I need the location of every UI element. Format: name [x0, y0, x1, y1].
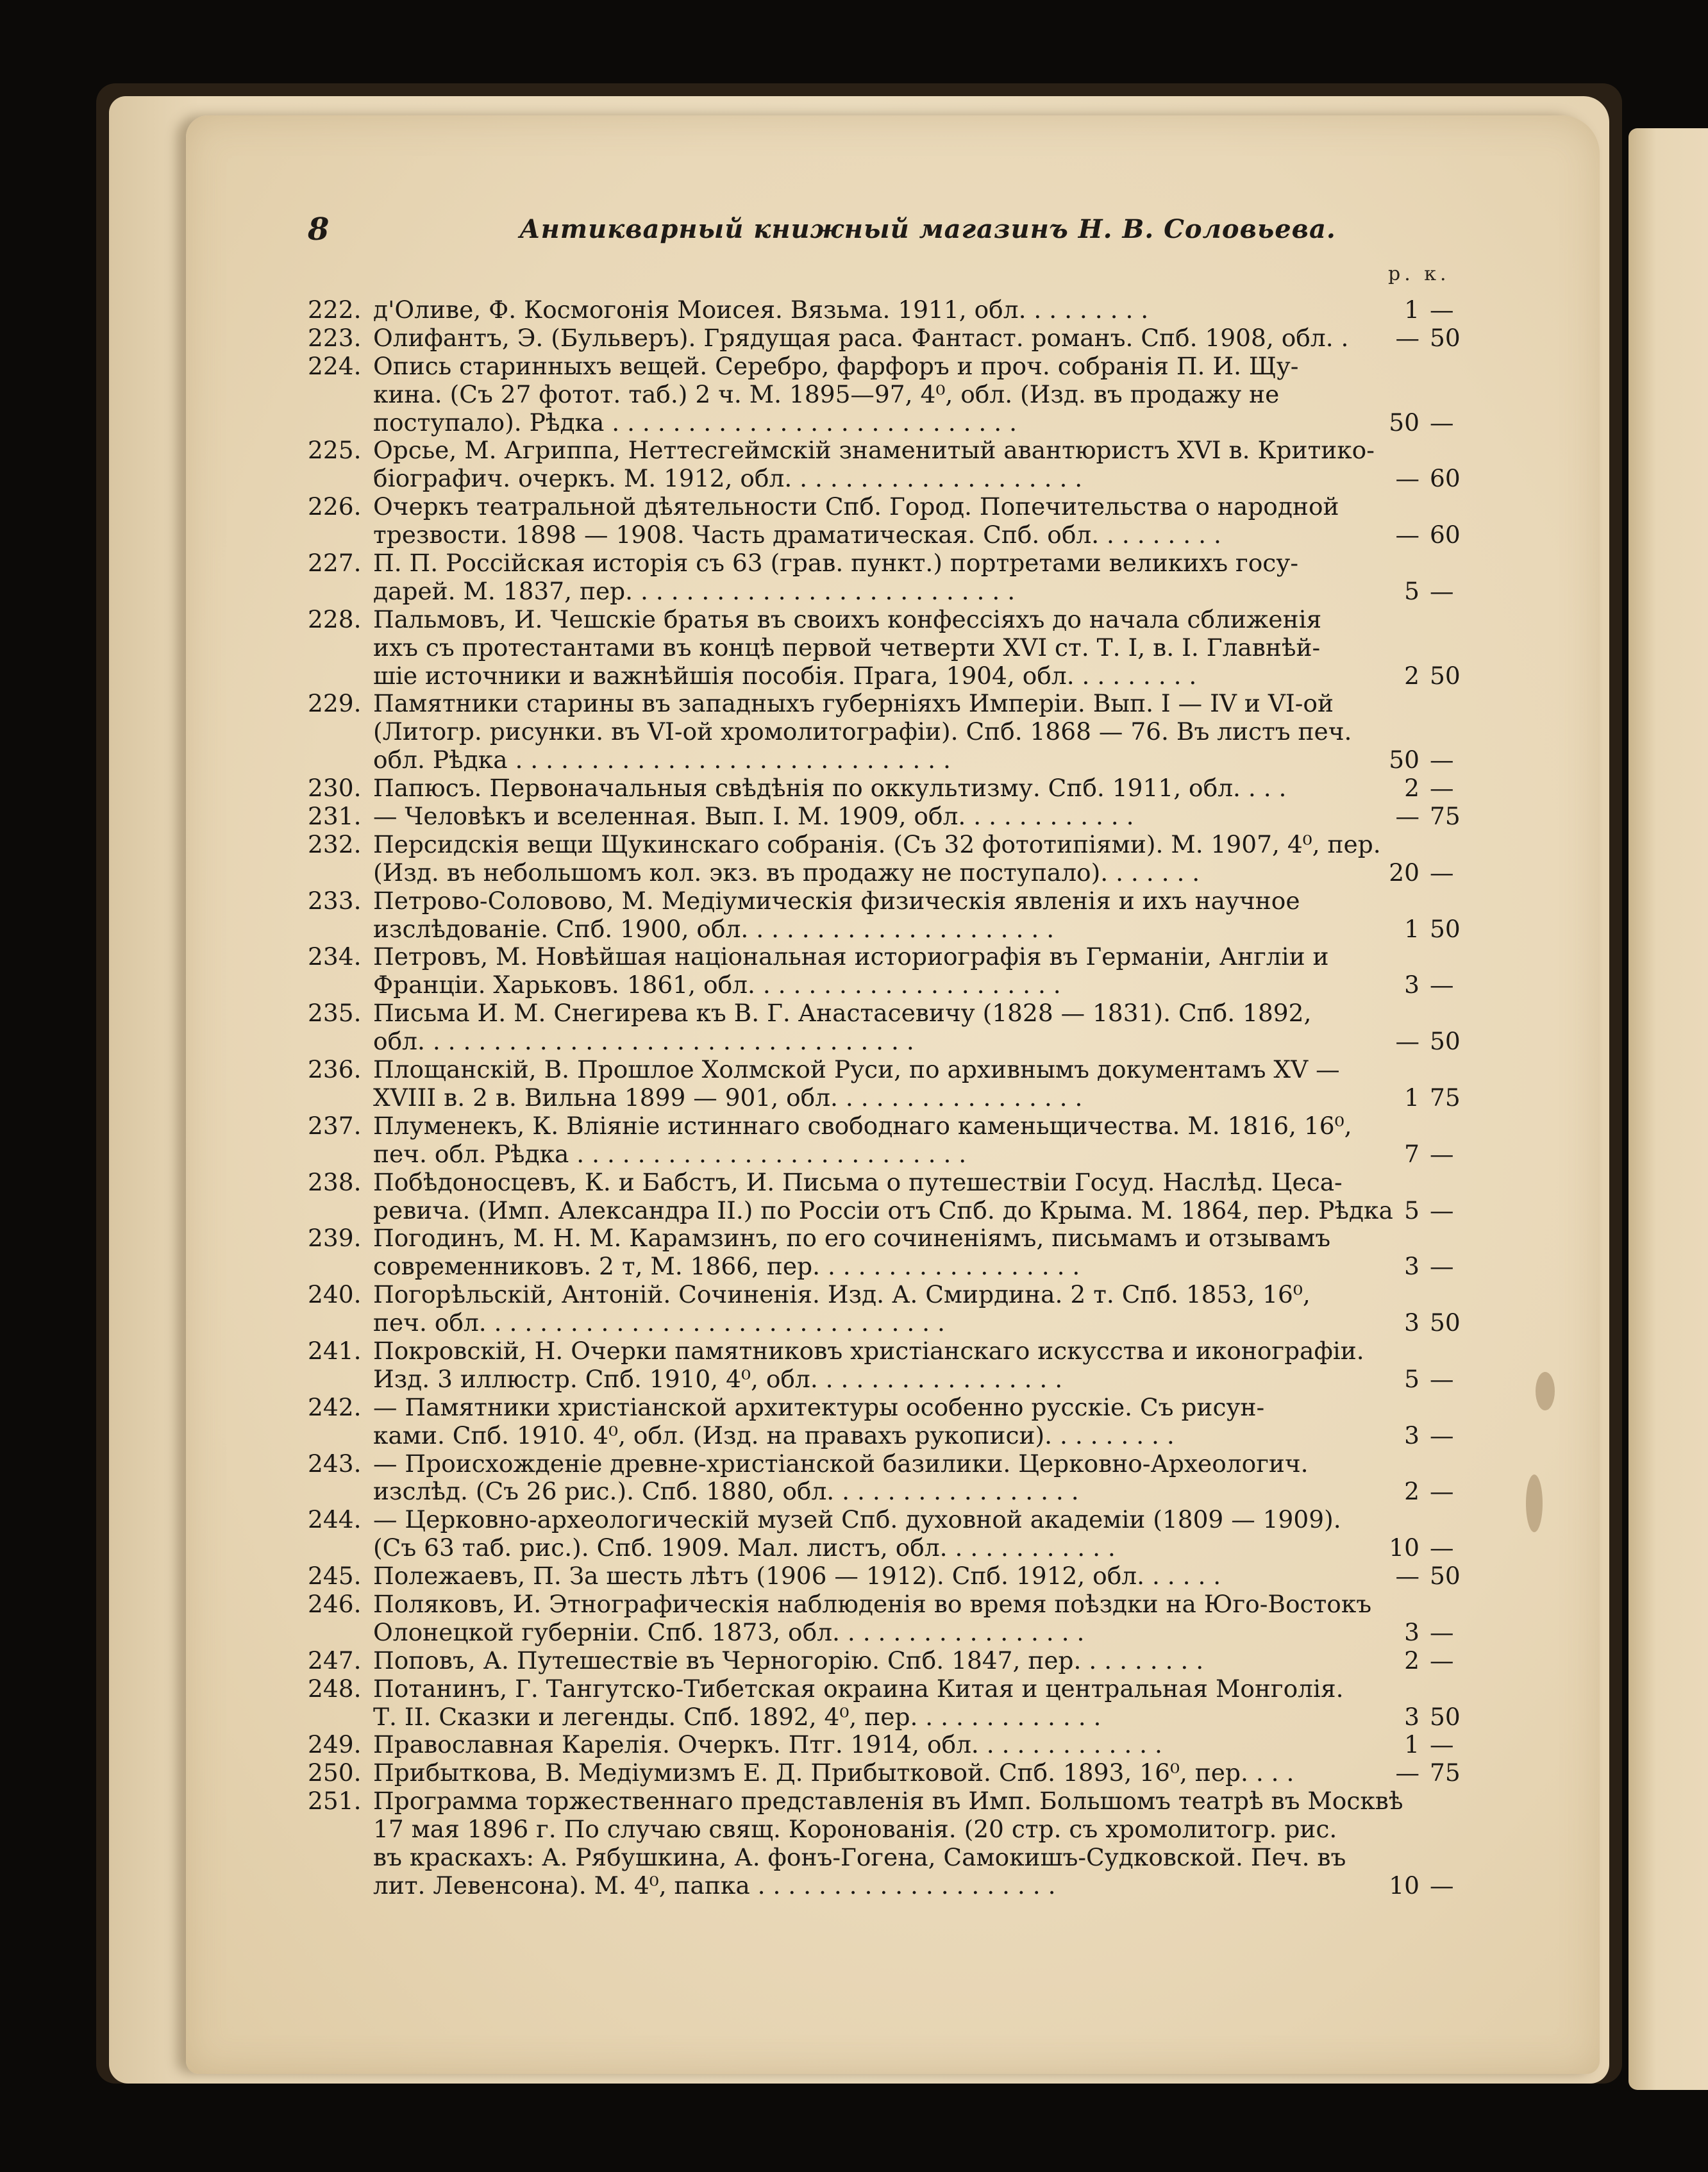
catalog-line	[308, 1309, 1487, 1337]
price-rubles: 1	[1404, 1730, 1419, 1759]
entry-text: (Съ 63 таб. рис.). Спб. 1909. Мал. листъ, обл. . . . . . . . . . . .	[373, 1534, 1116, 1562]
entry-text: обл. Рѣдка . . . . . . . . . . . . . . . . . . . . . . . . . . . . .	[373, 746, 951, 774]
catalog-line	[308, 353, 1487, 381]
catalog-line	[308, 718, 1487, 746]
catalog-line	[308, 774, 1487, 803]
price-rubles: 2	[1404, 1646, 1419, 1675]
catalog-line	[308, 606, 1487, 634]
catalog-line	[308, 803, 1487, 831]
entry-text: кина. (Съ 27 фотот. таб.) 2 ч. М. 1895—97, 4⁰, обл. (Изд. въ продажу не	[373, 380, 1280, 408]
catalog-line	[308, 521, 1487, 549]
catalog-line	[308, 746, 1487, 774]
entry-number: 238.	[308, 1167, 362, 1196]
price-rubles: 10	[1389, 1871, 1419, 1900]
catalog-line	[308, 634, 1487, 662]
price-rubles: 50	[1389, 408, 1419, 437]
entry-text: Покровскій, Н. Очерки памятниковъ христіанскаго искусства и иконографіи.	[373, 1337, 1364, 1365]
price-rubles: —	[1395, 802, 1419, 831]
page-number: 8	[308, 212, 330, 247]
entry-text: Орсье, М. Агриппа, Неттесгеймскій знаменитый авантюристъ XVI в. Критико-	[373, 437, 1375, 465]
entry-text: — Человѣкъ и вселенная. Вып. I. М. 1909, обл. . . . . . . . . . . .	[373, 803, 1134, 831]
catalog-line	[308, 1506, 1487, 1534]
catalog-line	[308, 999, 1487, 1028]
entry-text: изслѣд. (Съ 26 рис.). Спб. 1880, обл. . . . . . . . . . . . . . . . .	[373, 1478, 1079, 1506]
price-rubles: 2	[1404, 774, 1419, 803]
catalog-line	[308, 943, 1487, 971]
entry-text: лит. Левенсона). М. 4⁰, папка . . . . . . . . . . . . . . . . . . . .	[373, 1871, 1056, 1900]
entry-text: Олифантъ, Э. (Бульверъ). Грядущая раса. Фантаст. романъ. Спб. 1908, обл. .	[373, 324, 1349, 352]
price-rubles: 1	[1404, 1083, 1419, 1112]
entry-number: 239.	[308, 1224, 362, 1253]
price-kopecks: 50	[1430, 914, 1461, 943]
entry-text: Программа торжественнаго представленія въ Имп. Большомъ театрѣ въ Москвѣ	[373, 1787, 1403, 1816]
catalog-line	[308, 1422, 1487, 1450]
entry-number: 248.	[308, 1674, 362, 1703]
catalog-line	[308, 1112, 1487, 1140]
entry-text: Потанинъ, Г. Тангутско-Тибетская окраина Китая и центральная Монголія.	[373, 1675, 1344, 1703]
entry-text: Петровъ, М. Новѣйшая національная историографія въ Германіи, Англіи и	[373, 943, 1329, 971]
price-rubles: 3	[1404, 1308, 1419, 1337]
catalog-line	[308, 1394, 1487, 1422]
catalog-line	[308, 324, 1487, 353]
price-kopecks: —	[1430, 576, 1454, 605]
price-kopecks: —	[1430, 746, 1454, 774]
price-rubles: 7	[1404, 1139, 1419, 1168]
price-rubles: 3	[1404, 971, 1419, 999]
price-rubles: 3	[1404, 1252, 1419, 1281]
price-rubles: —	[1395, 521, 1419, 549]
entry-number: 231.	[308, 802, 362, 831]
entry-text: (Изд. въ небольшомъ кол. экз. въ продажу не поступало). . . . . . .	[373, 858, 1200, 887]
price-kopecks: —	[1430, 1139, 1454, 1168]
entry-text: Площанскій, В. Прошлое Холмской Руси, по архивнымъ документамъ XV —	[373, 1056, 1340, 1084]
entry-text: — Церковно-археологическій музей Спб. духовной академіи (1809 — 1909).	[373, 1506, 1341, 1534]
entry-text: — Памятники христіанской архитектуры особенно русскіе. Съ рисун-	[373, 1393, 1265, 1421]
price-rubles: —	[1395, 1758, 1419, 1787]
entry-text: Изд. 3 иллюстр. Спб. 1910, 4⁰, обл. . . . . . . . . . . . . . . . .	[373, 1365, 1063, 1393]
entry-text: шіе источники и важнѣйшія пособія. Прага, 1904, обл. . . . . . . . .	[373, 662, 1197, 690]
catalog-line	[308, 1872, 1487, 1900]
entry-text: печ. обл. . . . . . . . . . . . . . . . . . . . . . . . . . . . . . .	[373, 1309, 945, 1337]
price-rubles: 5	[1404, 1196, 1419, 1224]
catalog-line	[308, 1084, 1487, 1112]
catalog-line	[308, 1028, 1487, 1056]
entry-text: 17 мая 1896 г. По случаю свящ. Коронованія. (20 стр. съ хромолитогр. рис.	[373, 1816, 1337, 1844]
running-title: Антикварный книжный магазинъ Н. В. Соловьева.	[519, 214, 1336, 244]
catalog-line	[308, 1450, 1487, 1478]
price-kopecks: 50	[1430, 661, 1461, 690]
entry-text: Петрово-Соловово, М. Медіумическія физическія явленія и ихъ научное	[373, 887, 1300, 915]
catalog-line	[308, 1619, 1487, 1647]
catalog-line	[308, 437, 1487, 465]
price-rubles: 2	[1404, 661, 1419, 690]
entry-text: д'Оливе, Ф. Космогонія Моисея. Вязьма. 1911, обл. . . . . . . . .	[373, 296, 1149, 324]
entry-number: 244.	[308, 1505, 362, 1534]
catalog-line	[308, 549, 1487, 578]
entry-number: 225.	[308, 436, 362, 465]
price-rubles: —	[1395, 1027, 1419, 1056]
catalog-line	[308, 1534, 1487, 1562]
price-kopecks: —	[1430, 1196, 1454, 1224]
catalog-line	[308, 1647, 1487, 1675]
price-rubles: 20	[1389, 858, 1419, 887]
catalog-line	[308, 1787, 1487, 1816]
entry-text: Очеркъ театральной дѣятельности Спб. Город. Попечительства о народной	[373, 493, 1339, 521]
entry-text: Персидскія вещи Щукинскаго собранія. (Съ 32 фототипіями). М. 1907, 4⁰, пер.	[373, 830, 1381, 858]
entry-number: 234.	[308, 942, 362, 971]
entry-text: ками. Спб. 1910. 4⁰, обл. (Изд. на правахъ рукописи). . . . . . . . .	[373, 1421, 1175, 1449]
price-kopecks: —	[1430, 1364, 1454, 1393]
catalog-line	[308, 409, 1487, 437]
catalog-line	[308, 1337, 1487, 1366]
entry-text: Прибыткова, В. Медіумизмъ Е. Д. Прибытковой. Спб. 1893, 16⁰, пер. . . .	[373, 1759, 1294, 1787]
catalog-line	[308, 1816, 1487, 1844]
catalog-line	[308, 296, 1487, 324]
catalog-line	[308, 381, 1487, 409]
entry-text: Письма И. М. Снегирева къ В. Г. Анастасевичу (1828 — 1831). Спб. 1892,	[373, 999, 1312, 1028]
catalog-line	[308, 1675, 1487, 1703]
entry-number: 230.	[308, 774, 362, 803]
price-column-header: р. к.	[1388, 263, 1450, 285]
price-kopecks: 60	[1430, 464, 1461, 493]
entry-text: печ. обл. Рѣдка . . . . . . . . . . . . . . . . . . . . . . . . . .	[373, 1140, 967, 1168]
price-rubles: 50	[1389, 746, 1419, 774]
entry-number: 251.	[308, 1787, 362, 1816]
price-rubles: 1	[1404, 296, 1419, 324]
page-stain	[1536, 1372, 1555, 1410]
price-rubles: 3	[1404, 1617, 1419, 1646]
price-kopecks: —	[1430, 1730, 1454, 1759]
entry-text: Папюсъ. Первоначальныя свѣдѣнія по оккультизму. Спб. 1911, обл. . . .	[373, 774, 1287, 803]
price-kopecks: —	[1430, 1477, 1454, 1506]
price-rubles: —	[1395, 464, 1419, 493]
entry-text: Плуменекъ, К. Вліяніе истиннаго свободнаго каменьщичества. М. 1816, 16⁰,	[373, 1112, 1352, 1140]
catalog-line	[308, 1281, 1487, 1309]
entry-text: Пальмовъ, И. Чешскіе братья въ своихъ конфессіяхъ до начала сближенія	[373, 605, 1322, 633]
entry-number: 233.	[308, 886, 362, 915]
price-kopecks: —	[1430, 1646, 1454, 1675]
catalog-line	[308, 1253, 1487, 1281]
catalog-line	[308, 1703, 1487, 1732]
catalog-line	[308, 1844, 1487, 1872]
entry-text: біографич. очеркъ. М. 1912, обл. . . . . . . . . . . . . . . . . . . .	[373, 465, 1083, 493]
price-kopecks: 60	[1430, 521, 1461, 549]
entry-text: Побѣдоносцевъ, К. и Бабстъ, И. Письма о путешествіи Госуд. Наслѣд. Цеса-	[373, 1168, 1343, 1196]
entry-number: 246.	[308, 1589, 362, 1618]
entry-text: ихъ съ протестантами въ концѣ первой четверти XVI ст. Т. I, в. I. Главнѣй-	[373, 633, 1321, 662]
catalog-line	[308, 1140, 1487, 1169]
price-kopecks: —	[1430, 971, 1454, 999]
price-kopecks: —	[1430, 1617, 1454, 1646]
catalog-line	[308, 1056, 1487, 1084]
page-header	[308, 212, 1334, 256]
entry-number: 240.	[308, 1280, 362, 1309]
price-rubles: 10	[1389, 1533, 1419, 1562]
price-rubles: 3	[1404, 1702, 1419, 1731]
entry-text: Опись старинныхъ вещей. Серебро, фарфоръ и проч. собранія П. И. Щу-	[373, 352, 1299, 380]
catalog-line	[308, 1759, 1487, 1787]
entry-number: 223.	[308, 323, 362, 352]
entry-text: Погодинъ, М. Н. М. Карамзинъ, по его сочиненіямъ, письмамъ и отзывамъ	[373, 1224, 1331, 1253]
entry-number: 228.	[308, 605, 362, 633]
catalog-line	[308, 1591, 1487, 1619]
entry-number: 235.	[308, 999, 362, 1028]
catalog-line	[308, 493, 1487, 521]
price-kopecks: 50	[1430, 1308, 1461, 1337]
catalog-line	[308, 831, 1487, 859]
price-rubles: 5	[1404, 1364, 1419, 1393]
price-kopecks: 75	[1430, 1083, 1461, 1112]
price-kopecks: 50	[1430, 323, 1461, 352]
catalog-line	[308, 1731, 1487, 1759]
entry-number: 250.	[308, 1758, 362, 1787]
entry-text: поступало). Рѣдка . . . . . . . . . . . . . . . . . . . . . . . . . . .	[373, 408, 1017, 437]
price-kopecks: 50	[1430, 1562, 1461, 1591]
entry-text: (Литогр. рисунки. въ VI-ой хромолитографіи). Спб. 1868 — 76. Въ листъ печ.	[373, 718, 1352, 746]
entry-number: 245.	[308, 1562, 362, 1591]
entry-text: Олонецкой губерніи. Спб. 1873, обл. . . . . . . . . . . . . . . . .	[373, 1618, 1085, 1646]
price-kopecks: —	[1430, 1421, 1454, 1449]
catalog-line	[308, 1197, 1487, 1225]
catalog-line	[308, 1562, 1487, 1591]
entry-number: 229.	[308, 689, 362, 718]
catalog-line	[308, 887, 1487, 915]
entry-text: въ краскахъ: А. Рябушкина, А. фонъ-Гогена, Самокишъ-Судковской. Печ. въ	[373, 1843, 1346, 1871]
entry-text: Памятники старины въ западныхъ губерніяхъ Имперіи. Вып. I — IV и VI-ой	[373, 690, 1334, 718]
price-kopecks: 50	[1430, 1702, 1461, 1731]
entry-number: 226.	[308, 492, 362, 521]
price-kopecks: 50	[1430, 1027, 1461, 1056]
price-kopecks: —	[1430, 1533, 1454, 1562]
price-rubles: 3	[1404, 1421, 1419, 1449]
entry-number: 242.	[308, 1392, 362, 1421]
catalog-line	[308, 465, 1487, 493]
catalog-line	[308, 690, 1487, 718]
entry-text: трезвости. 1898 — 1908. Часть драматическая. Спб. обл. . . . . . . . .	[373, 521, 1221, 549]
entry-text: XVIII в. 2 в. Вильна 1899 — 901, обл. . . . . . . . . . . . . . . . .	[373, 1083, 1083, 1112]
entry-text: изслѣдованіе. Спб. 1900, обл. . . . . . . . . . . . . . . . . . . . .	[373, 915, 1055, 943]
entry-number: 243.	[308, 1449, 362, 1478]
price-kopecks: 75	[1430, 802, 1461, 831]
price-kopecks: —	[1430, 296, 1454, 324]
entry-number: 236.	[308, 1055, 362, 1084]
price-kopecks: —	[1430, 858, 1454, 887]
entry-number: 249.	[308, 1730, 362, 1759]
entry-text: Православная Карелія. Очеркъ. Птг. 1914, обл. . . . . . . . . . . . .	[373, 1731, 1162, 1759]
entry-number: 232.	[308, 830, 362, 858]
entry-text: Франціи. Харьковъ. 1861, обл. . . . . . . . . . . . . . . . . . . . .	[373, 971, 1061, 999]
price-kopecks: —	[1430, 408, 1454, 437]
price-rubles: 1	[1404, 914, 1419, 943]
entry-text: современниковъ. 2 т, М. 1866, пер. . . . . . . . . . . . . . . . . .	[373, 1253, 1080, 1281]
price-kopecks: —	[1430, 774, 1454, 803]
catalog-line	[308, 1224, 1487, 1253]
price-rubles: —	[1395, 1562, 1419, 1591]
entry-number: 227.	[308, 549, 362, 578]
catalog-entries	[308, 296, 1487, 1900]
catalog-line	[308, 578, 1487, 606]
catalog-line	[308, 1169, 1487, 1197]
entry-number: 224.	[308, 351, 362, 380]
catalog-line	[308, 662, 1487, 690]
next-page-edge	[1628, 128, 1708, 2090]
entry-text: ревича. (Имп. Александра II.) по Россіи отъ Спб. до Крыма. М. 1864, пер. Рѣдка	[373, 1196, 1393, 1224]
entry-number: 241.	[308, 1336, 362, 1365]
entry-text: Поповъ, А. Путешествіе въ Черногорію. Спб. 1847, пер. . . . . . . . .	[373, 1646, 1204, 1675]
entry-text: Погорѣльскій, Антоній. Сочиненія. Изд. А. Смирдина. 2 т. Спб. 1853, 16⁰,	[373, 1281, 1310, 1309]
catalog-line	[308, 1478, 1487, 1506]
catalog-line	[308, 915, 1487, 944]
entry-text: дарей. М. 1837, пер. . . . . . . . . . . . . . . . . . . . . . . . . .	[373, 577, 1016, 605]
entry-number: 222.	[308, 296, 362, 324]
price-rubles: 5	[1404, 576, 1419, 605]
catalog-line	[308, 1366, 1487, 1394]
price-kopecks: —	[1430, 1252, 1454, 1281]
catalog-line	[308, 859, 1487, 887]
entry-text: П. П. Россійская исторія съ 63 (грав. пункт.) портретами великихъ госу-	[373, 549, 1299, 578]
entry-text: Поляковъ, И. Этнографическія наблюденія во время поѣздки на Юго-Востокъ	[373, 1590, 1372, 1618]
entry-text: — Происхожденіе древне-христіанской базилики. Церковно-Археологич.	[373, 1449, 1309, 1478]
entry-text: обл. . . . . . . . . . . . . . . . . . . . . . . . . . . . . . . . .	[373, 1028, 914, 1056]
price-rubles: 2	[1404, 1477, 1419, 1506]
price-kopecks: 75	[1430, 1758, 1461, 1787]
entry-text: Т. II. Сказки и легенды. Спб. 1892, 4⁰, пер. . . . . . . . . . . . .	[373, 1703, 1101, 1731]
entry-number: 247.	[308, 1646, 362, 1675]
price-kopecks: —	[1430, 1871, 1454, 1900]
entry-number: 237.	[308, 1111, 362, 1140]
price-rubles: —	[1395, 323, 1419, 352]
entry-text: Полежаевъ, П. За шесть лѣтъ (1906 — 1912). Спб. 1912, обл. . . . . .	[373, 1562, 1221, 1591]
page-stain	[1526, 1474, 1543, 1532]
catalog-line	[308, 971, 1487, 999]
